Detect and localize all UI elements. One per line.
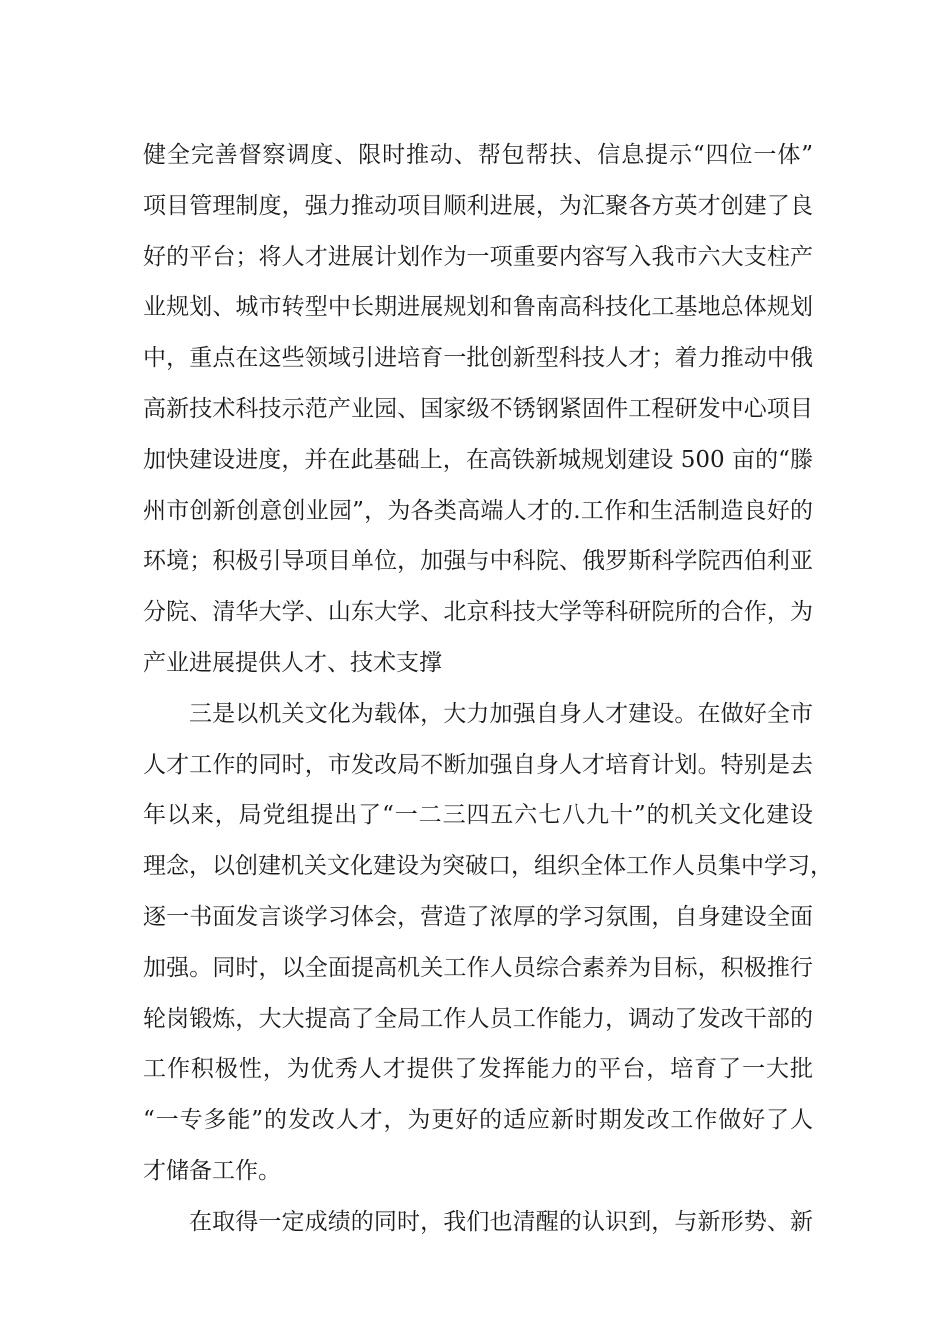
document-body (143, 130, 833, 1248)
paragraph-1 (143, 130, 813, 689)
text-line: 项目管理制度，强力推动项目顺利进展，为汇聚各方英才创建了良 (143, 192, 813, 219)
text-line: 逐一书面发言谈学习体会，营造了浓厚的学习氛围，自身建设全面 (143, 903, 813, 930)
text-line: 在取得一定成绩的同时，我们也清醒的认识到，与新形势、新 (189, 1208, 813, 1235)
text-line: 产业进展提供人才、技术支撑 (143, 649, 442, 676)
text-line: 人才工作的同时，市发改局不断加强自身人才培育计划。特别是去 (143, 751, 813, 778)
text-line: 才储备工作。 (143, 1157, 281, 1184)
text-line: 分院、清华大学、山东大学、北京科技大学等科研院所的合作，为 (143, 599, 813, 626)
text-line: 中，重点在这些领域引进培育一批创新型科技人才；着力推动中俄 (143, 345, 813, 372)
paragraph-3 (143, 1197, 813, 1248)
text-line: 理念，以创建机关文化建设为突破口，组织全体工作人员集中学习， (143, 853, 833, 880)
text-line: “一专多能”的发改人才，为更好的适应新时期发改工作做好了人 (143, 1107, 813, 1134)
text-line: 环境；积极引导项目单位，加强与中科院、俄罗斯科学院西伯利亚 (143, 548, 813, 575)
text-line: 工作积极性，为优秀人才提供了发挥能力的平台，培育了一大批 (143, 1056, 813, 1083)
text-line: 业规划、城市转型中长期进展规划和鲁南高科技化工基地总体规划 (143, 294, 813, 321)
text-line: 州市创新创意创业园”，为各类高端人才的.工作和生活制造良好的 (143, 497, 813, 524)
paragraph-2 (143, 689, 833, 1197)
text-line: 高新技术科技示范产业园、国家级不锈钢紧固件工程研发中心项目 (143, 395, 813, 422)
text-line: 三是以机关文化为载体，大力加强自身人才建设。在做好全市 (189, 700, 813, 727)
text-line: 加强。同时，以全面提高机关工作人员综合素养为目标，积极推行 (143, 954, 813, 981)
text-line: 健全完善督察调度、限时推动、帮包帮扶、信息提示“四位一体” (143, 142, 813, 168)
text-line: 轮岗锻炼，大大提高了全局工作人员工作能力，调动了发改干部的 (143, 1005, 813, 1032)
text-line: 好的平台；将人才进展计划作为一项重要内容写入我市六大支柱产 (143, 243, 813, 270)
text-line: 年以来，局党组提出了“一二三四五六七八九十”的机关文化建设 (143, 802, 813, 829)
text-line: 加快建设进度，并在此基础上，在高铁新城规划建设 500 亩的“滕 (143, 446, 813, 473)
